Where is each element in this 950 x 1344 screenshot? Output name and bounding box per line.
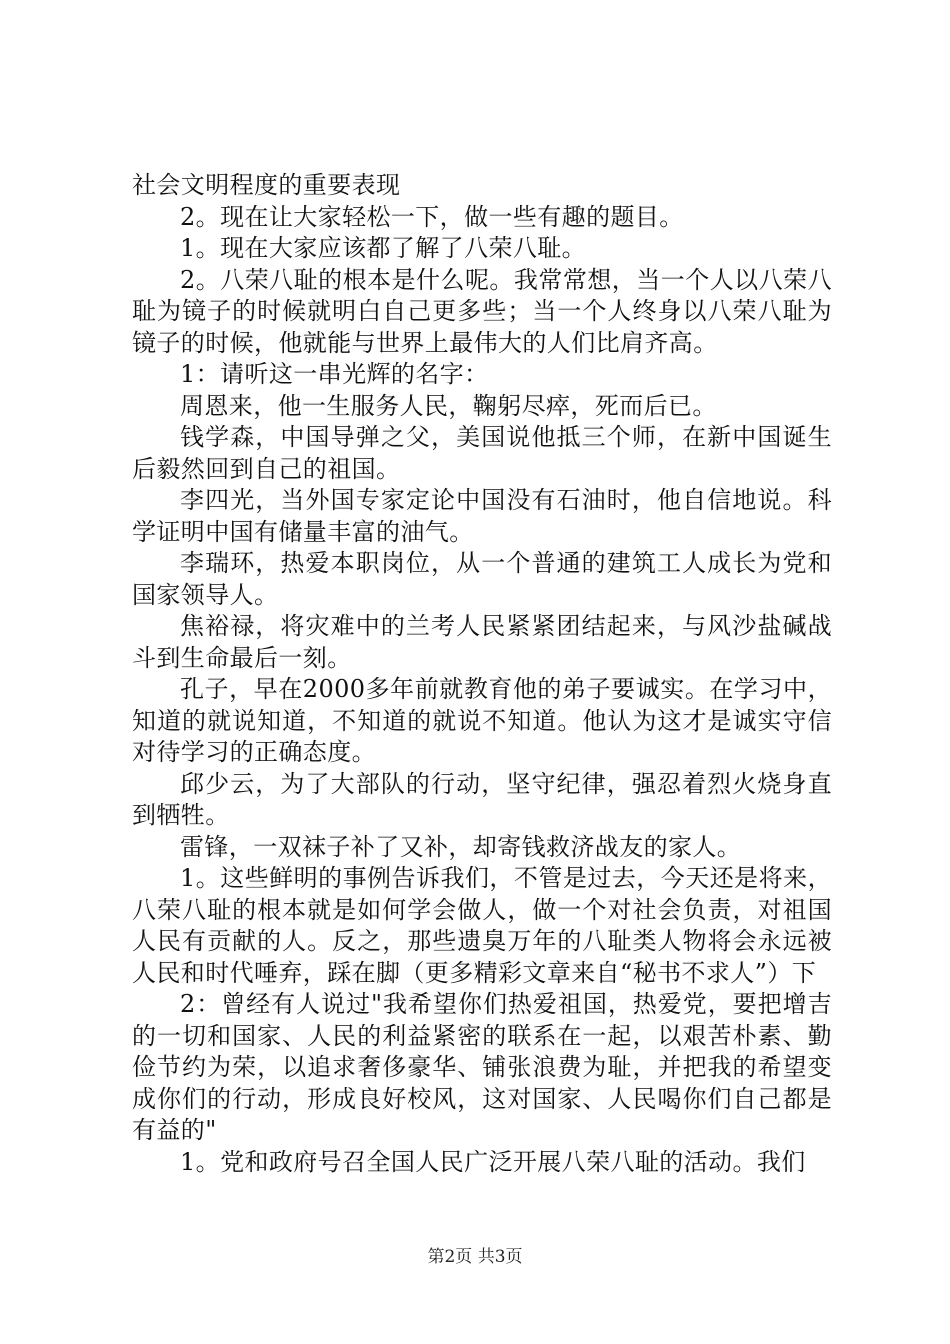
paragraph-11: 孔子，早在2000多年前就教育他的弟子要诚实。在学习中，知道的就说知道，不知道的就说不知道。他认为这才是诚实守信对待学习的正确态度。	[132, 675, 832, 766]
paragraph-6: 周恩来，他一生服务人民，鞠躬尽瘁，死而后已。	[180, 391, 717, 420]
paragraph-15: 2：曾经有人说过"我希望你们热爱祖国，热爱党，要把增吉的一切和国家、人民的利益紧密的联系在一起，以艰苦朴素、勤俭节约为荣，以追求奢侈豪华、铺张浪费为耻，并把我的希望变成你们的行动，形成良好校风，这对国家、人民喝你们自己都是有益的"	[132, 990, 832, 1144]
paragraph-7: 钱学森，中国导弹之父，美国说他抵三个师，在新中国诞生后毅然回到自己的祖国。	[132, 423, 832, 483]
paragraph-9: 李瑞环，热爱本职岗位，从一个普通的建筑工人成长为党和国家领导人。	[132, 549, 832, 609]
paragraph-12: 邱少云，为了大部队的行动，坚守纪律，强忍着烈火烧身直到牺牲。	[132, 769, 832, 829]
paragraph-2: 2。现在让大家轻松一下，做一些有趣的题目。	[180, 202, 684, 231]
paragraph-1: 社会文明程度的重要表现	[132, 171, 401, 199]
paragraph-8: 李四光，当外国专家定论中国没有石油时，他自信地说。科学证明中国有储量丰富的油气。	[132, 486, 832, 546]
paragraph-4: 2。八荣八耻的根本是什么呢。我常常想，当一个人以八荣八耻为镜子的时候就明白自己更多些；当一个人终身以八荣八耻为镜子的时候，他就能与世界上最伟大的人们比肩齐高。	[132, 265, 832, 357]
paragraph-3: 1。现在大家应该都了解了八荣八耻。	[180, 234, 587, 262]
paragraph-13: 雷锋，一双袜子补了又补，却寄钱救济战友的家人。	[180, 832, 742, 861]
paragraph-14: 1。这些鲜明的事例告诉我们，不管是过去，今天还是将来，八荣八耻的根本就是如何学会做人，做一个对社会负责，对祖国人民有贡献的人。反之，那些遗臭万年的八耻类人物将会永远被人民和时代唾弃，踩在脚（更多精彩文章来自“秘书不求人”）下	[132, 864, 832, 987]
paragraph-10: 焦裕禄，将灾难中的兰考人民紧紧团结起来，与风沙盐碱战斗到生命最后一刻。	[132, 612, 832, 672]
paragraph-16: 1。党和政府号召全国人民广泛开展八荣八耻的活动。我们	[180, 1147, 806, 1176]
page-number-footer: 第2页 共3页	[427, 1247, 523, 1267]
document-body	[132, 170, 832, 1178]
paragraph-5: 1：请听这一串光辉的名字：	[180, 360, 489, 388]
